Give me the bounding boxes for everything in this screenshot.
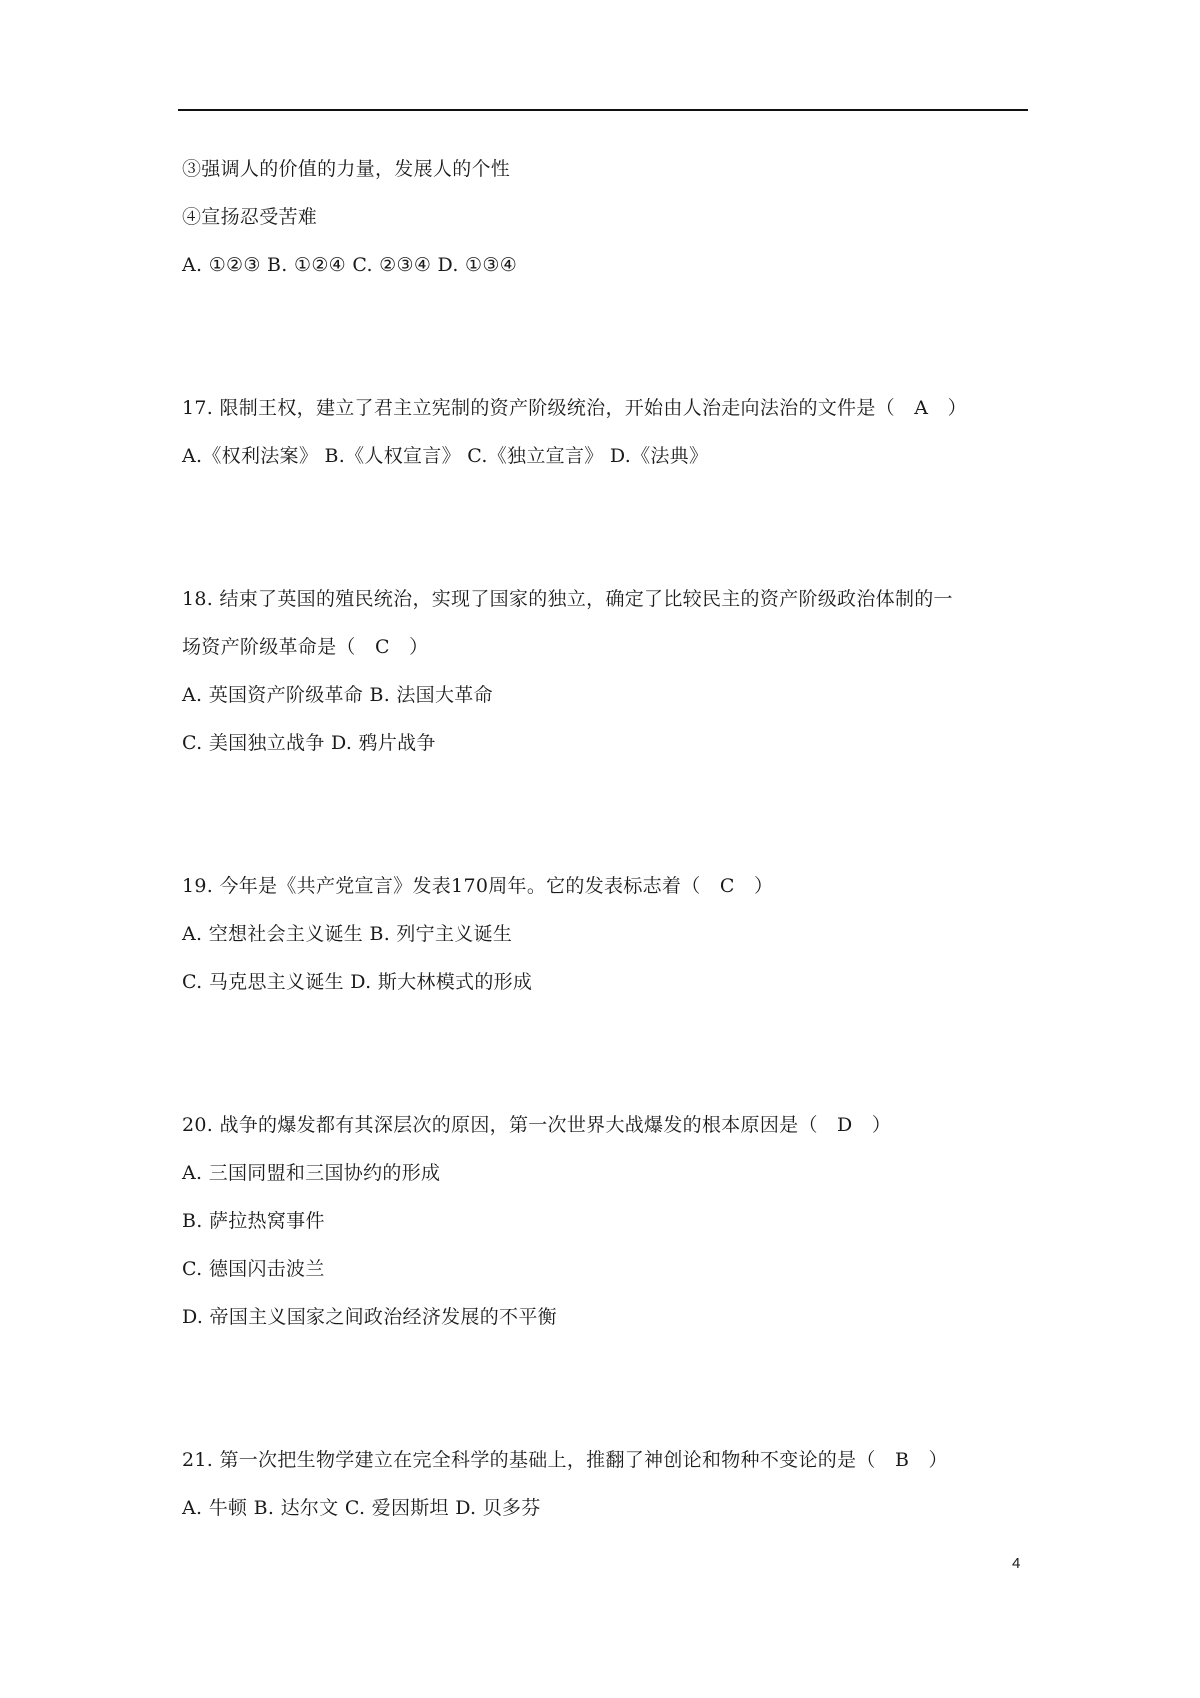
answer-choices-19-ab: A. 空想社会主义诞生 B. 列宁主义诞生: [182, 923, 513, 945]
question-20: 20. 战争的爆发都有其深层次的原因，第一次世界大战爆发的根本原因是（ D ）: [182, 1114, 892, 1136]
answer-choices-21: A. 牛顿 B. 达尔文 C. 爱因斯坦 D. 贝多芬: [182, 1497, 541, 1519]
answer-choice-20-d: D. 帝国主义国家之间政治经济发展的不平衡: [182, 1306, 557, 1328]
answer-choices-18-cd: C. 美国独立战争 D. 鸦片战争: [182, 732, 436, 754]
answer-choices-17: A.《权利法案》 B.《人权宣言》 C.《独立宣言》 D.《法典》: [182, 445, 709, 467]
option-line-4: ④宣扬忍受苦难: [182, 206, 318, 228]
header-rule: [178, 109, 1028, 111]
answer-choice-20-a: A. 三国同盟和三国协约的形成: [182, 1162, 441, 1184]
answer-choices-16: A. ①②③ B. ①②④ C. ②③④ D. ①③④: [182, 254, 518, 276]
question-17: 17. 限制王权，建立了君主立宪制的资产阶级统治，开始由人治走向法治的文件是（ A ）: [182, 397, 967, 419]
answer-choice-20-c: C. 德国闪击波兰: [182, 1258, 325, 1280]
answer-choices-18-ab: A. 英国资产阶级革命 B. 法国大革命: [182, 684, 493, 706]
question-21: 21. 第一次把生物学建立在完全科学的基础上，推翻了神创论和物种不变论的是（ B ）: [182, 1449, 948, 1471]
question-18: 18. 结束了英国的殖民统治，实现了国家的独立，确定了比较民主的资产阶级政治体制的一: [182, 588, 953, 610]
question-18-cont: 场资产阶级革命是（ C ）: [182, 636, 429, 658]
answer-choices-19-cd: C. 马克思主义诞生 D. 斯大林模式的形成: [182, 971, 533, 993]
option-line-3: ③强调人的价值的力量，发展人的个性: [182, 158, 511, 180]
page-number: 4: [1012, 1555, 1021, 1572]
answer-choice-20-b: B. 萨拉热窝事件: [182, 1210, 325, 1232]
question-19: 19. 今年是《共产党宣言》发表170周年。它的发表标志着（ C ）: [182, 875, 774, 897]
